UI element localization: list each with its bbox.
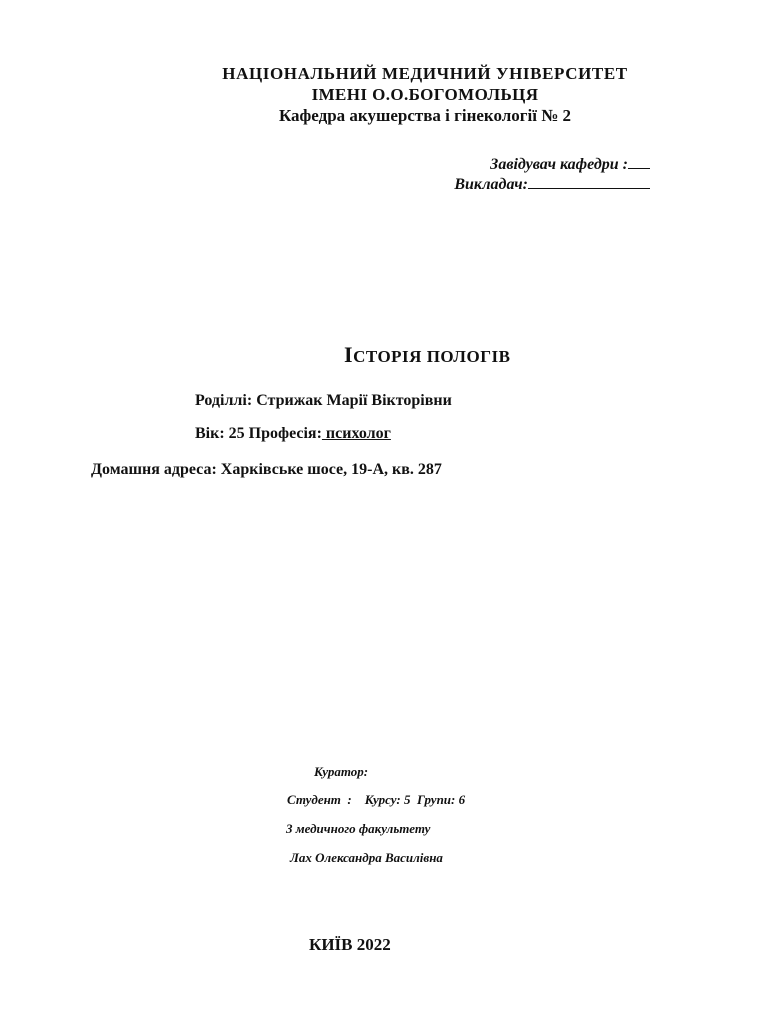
document-title (344, 342, 510, 368)
student-line (287, 792, 465, 808)
patient-name-label: Роділлі: (195, 392, 253, 409)
university-name-line1: НАЦІОНАЛЬНИЙ МЕДИЧНИЙ УНІВЕРСИТЕТ (222, 64, 628, 83)
head-signature-blank (628, 154, 650, 169)
address-value: Харківське шосе, 19-А, кв. 287 (220, 461, 442, 478)
head-of-department-line (490, 154, 650, 174)
age-label: Вік: (195, 425, 225, 442)
lecturer-signature-blank (528, 174, 650, 189)
course-value: 5 (403, 792, 411, 807)
faculty-line: 3 медичного факультету (286, 821, 431, 836)
student-label: Студент : (287, 792, 352, 807)
curator-label: Куратор: (314, 764, 369, 779)
patient-age-profession-line (195, 425, 391, 443)
group-label: Групи: (416, 792, 456, 807)
title-rest: СТОРІЯ ПОЛОГІВ (353, 347, 511, 366)
head-of-department-label: Завідувач кафедри : (490, 156, 628, 173)
lecturer-line (454, 174, 650, 194)
student-name: Лах Олександра Василівна (290, 850, 443, 865)
course-label: Курсу: (364, 792, 401, 807)
address-label: Домашня адреса: (91, 461, 217, 478)
patient-address-line (91, 461, 442, 479)
department-name: Кафедра акушерства і гінекології № 2 (278, 106, 572, 125)
profession-value: психолог (321, 425, 391, 442)
lecturer-label: Викладач: (454, 176, 528, 193)
title-first-letter: І (344, 342, 354, 367)
patient-name-line (195, 392, 452, 410)
age-value: 25 (228, 425, 245, 442)
profession-label: Професія: (248, 425, 322, 442)
city-year: КИЇВ 2022 (309, 935, 391, 954)
group-value: 6 (458, 792, 466, 807)
patient-name-value: Стрижак Марії Вікторівни (256, 392, 452, 409)
university-name-line2: ІМЕНІ О.О.БОГОМОЛЬЦЯ (311, 85, 539, 104)
